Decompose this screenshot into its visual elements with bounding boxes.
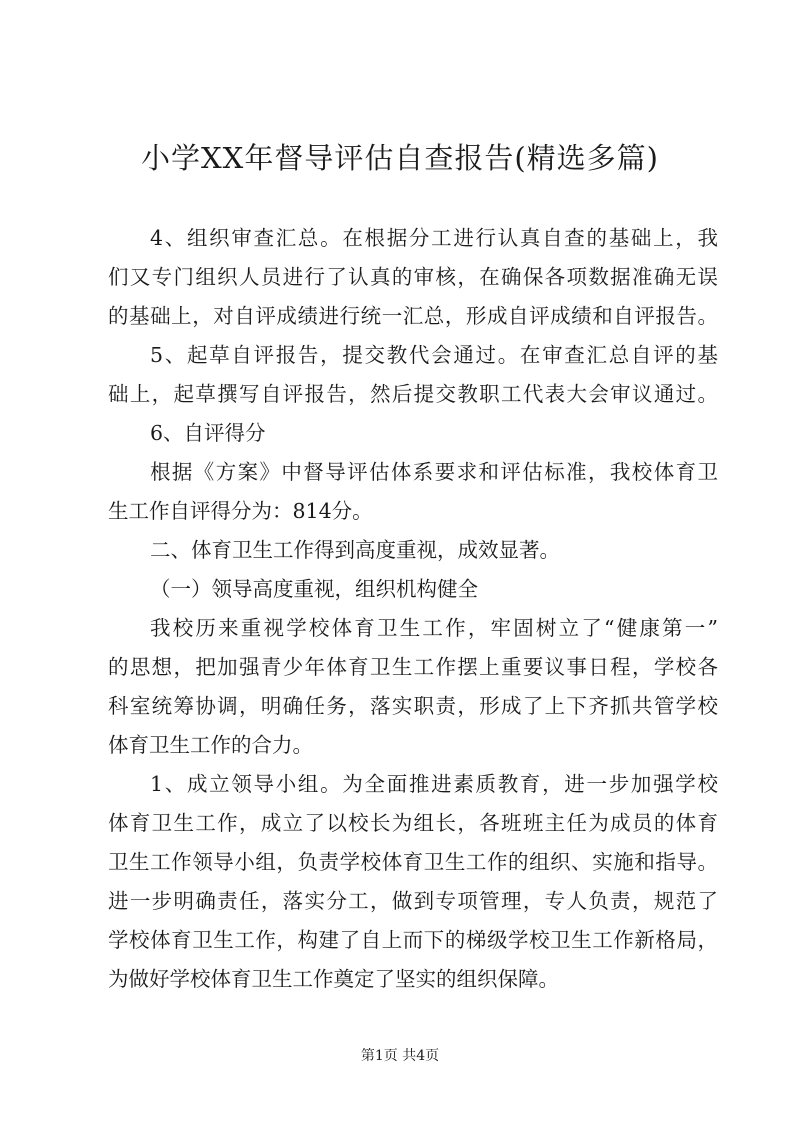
body-line: 为做好学校体育卫生工作奠定了坚实的组织保障。 xyxy=(108,967,559,991)
body-line: 我校历来重视学校体育卫生工作，牢固树立了“健康第一” xyxy=(150,616,718,640)
body-line: 学校体育卫生工作，构建了自上而下的梯级学校卫生工作新格局， xyxy=(108,928,718,952)
page-footer: 第1页 共4页 xyxy=(360,1048,440,1064)
body-line: 们又专门组织人员进行了认真的审核，在确保各项数据准确无误 xyxy=(108,265,718,289)
body-line: 进一步明确责任，落实分工，做到专项管理，专人负责，规范了 xyxy=(108,889,718,913)
body-line: 1、成立领导小组。为全面推进素质教育，进一步加强学校 xyxy=(150,772,718,796)
body-line: （一）领导高度重视，组织机构健全 xyxy=(150,577,478,601)
body-line: 5、起草自评报告，提交教代会通过。在审查汇总自评的基 xyxy=(150,343,718,367)
body-line: 的基础上，对自评成绩进行统一汇总，形成自评成绩和自评报告。 xyxy=(108,304,718,328)
body-line: 生工作自评得分为：814分。 xyxy=(108,499,373,523)
body-line: 卫生工作领导小组，负责学校体育卫生工作的组织、实施和指导。 xyxy=(108,850,718,874)
body-line: 根据《方案》中督导评估体系要求和评估标准，我校体育卫 xyxy=(150,460,718,484)
body-line: 科室统筹协调，明确任务，落实职责，形成了上下齐抓共管学校 xyxy=(108,694,718,718)
body-line: 4、组织审查汇总。在根据分工进行认真自查的基础上，我 xyxy=(150,226,718,250)
document-title: 小学XX年督导评估自查报告(精选多篇) xyxy=(141,141,659,175)
body-line: 二、体育卫生工作得到高度重视，成效显著。 xyxy=(150,538,560,562)
body-line: 6、自评得分 xyxy=(150,421,266,445)
body-line: 体育卫生工作，成立了以校长为组长，各班班主任为成员的体育 xyxy=(108,811,718,835)
body-line: 体育卫生工作的合力。 xyxy=(108,733,313,757)
body-line: 的思想，把加强青少年体育卫生工作摆上重要议事日程，学校各 xyxy=(108,655,718,679)
body-line: 础上，起草撰写自评报告，然后提交教职工代表大会审议通过。 xyxy=(108,382,718,406)
